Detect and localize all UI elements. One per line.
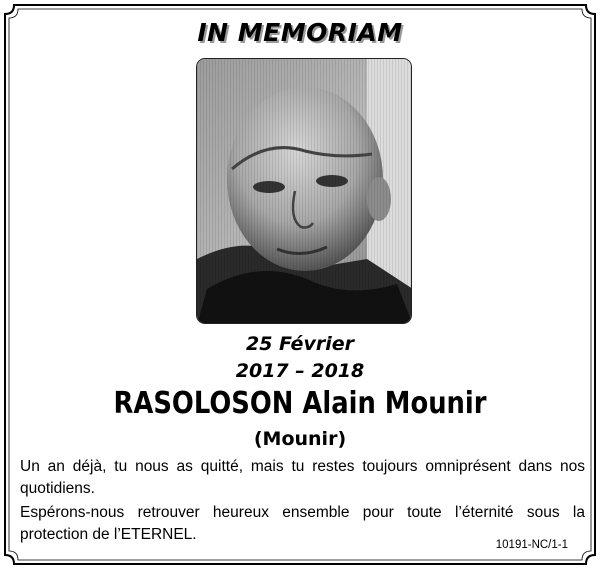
deceased-nickname: (Mounir)	[253, 428, 347, 450]
notice-heading: IN MEMORIAM	[197, 18, 403, 47]
deceased-name: RASOLOSON Alain Mounir	[113, 386, 487, 421]
reference-number: 10191-NC/1-1	[495, 539, 568, 551]
portrait-photo	[196, 58, 412, 324]
memorial-years: 2017 – 2018	[235, 360, 365, 382]
date-of-passing: 25 Février	[246, 333, 354, 355]
message-paragraph: Espérons-nous retrouver heureux ensemble pour toute l’éternité sous la protection de l’ETERNEL.	[20, 504, 585, 543]
message-paragraph: Un an déjà, tu nous as quitté, mais tu restes toujours omniprésent dans nos quotidiens.	[20, 458, 585, 497]
